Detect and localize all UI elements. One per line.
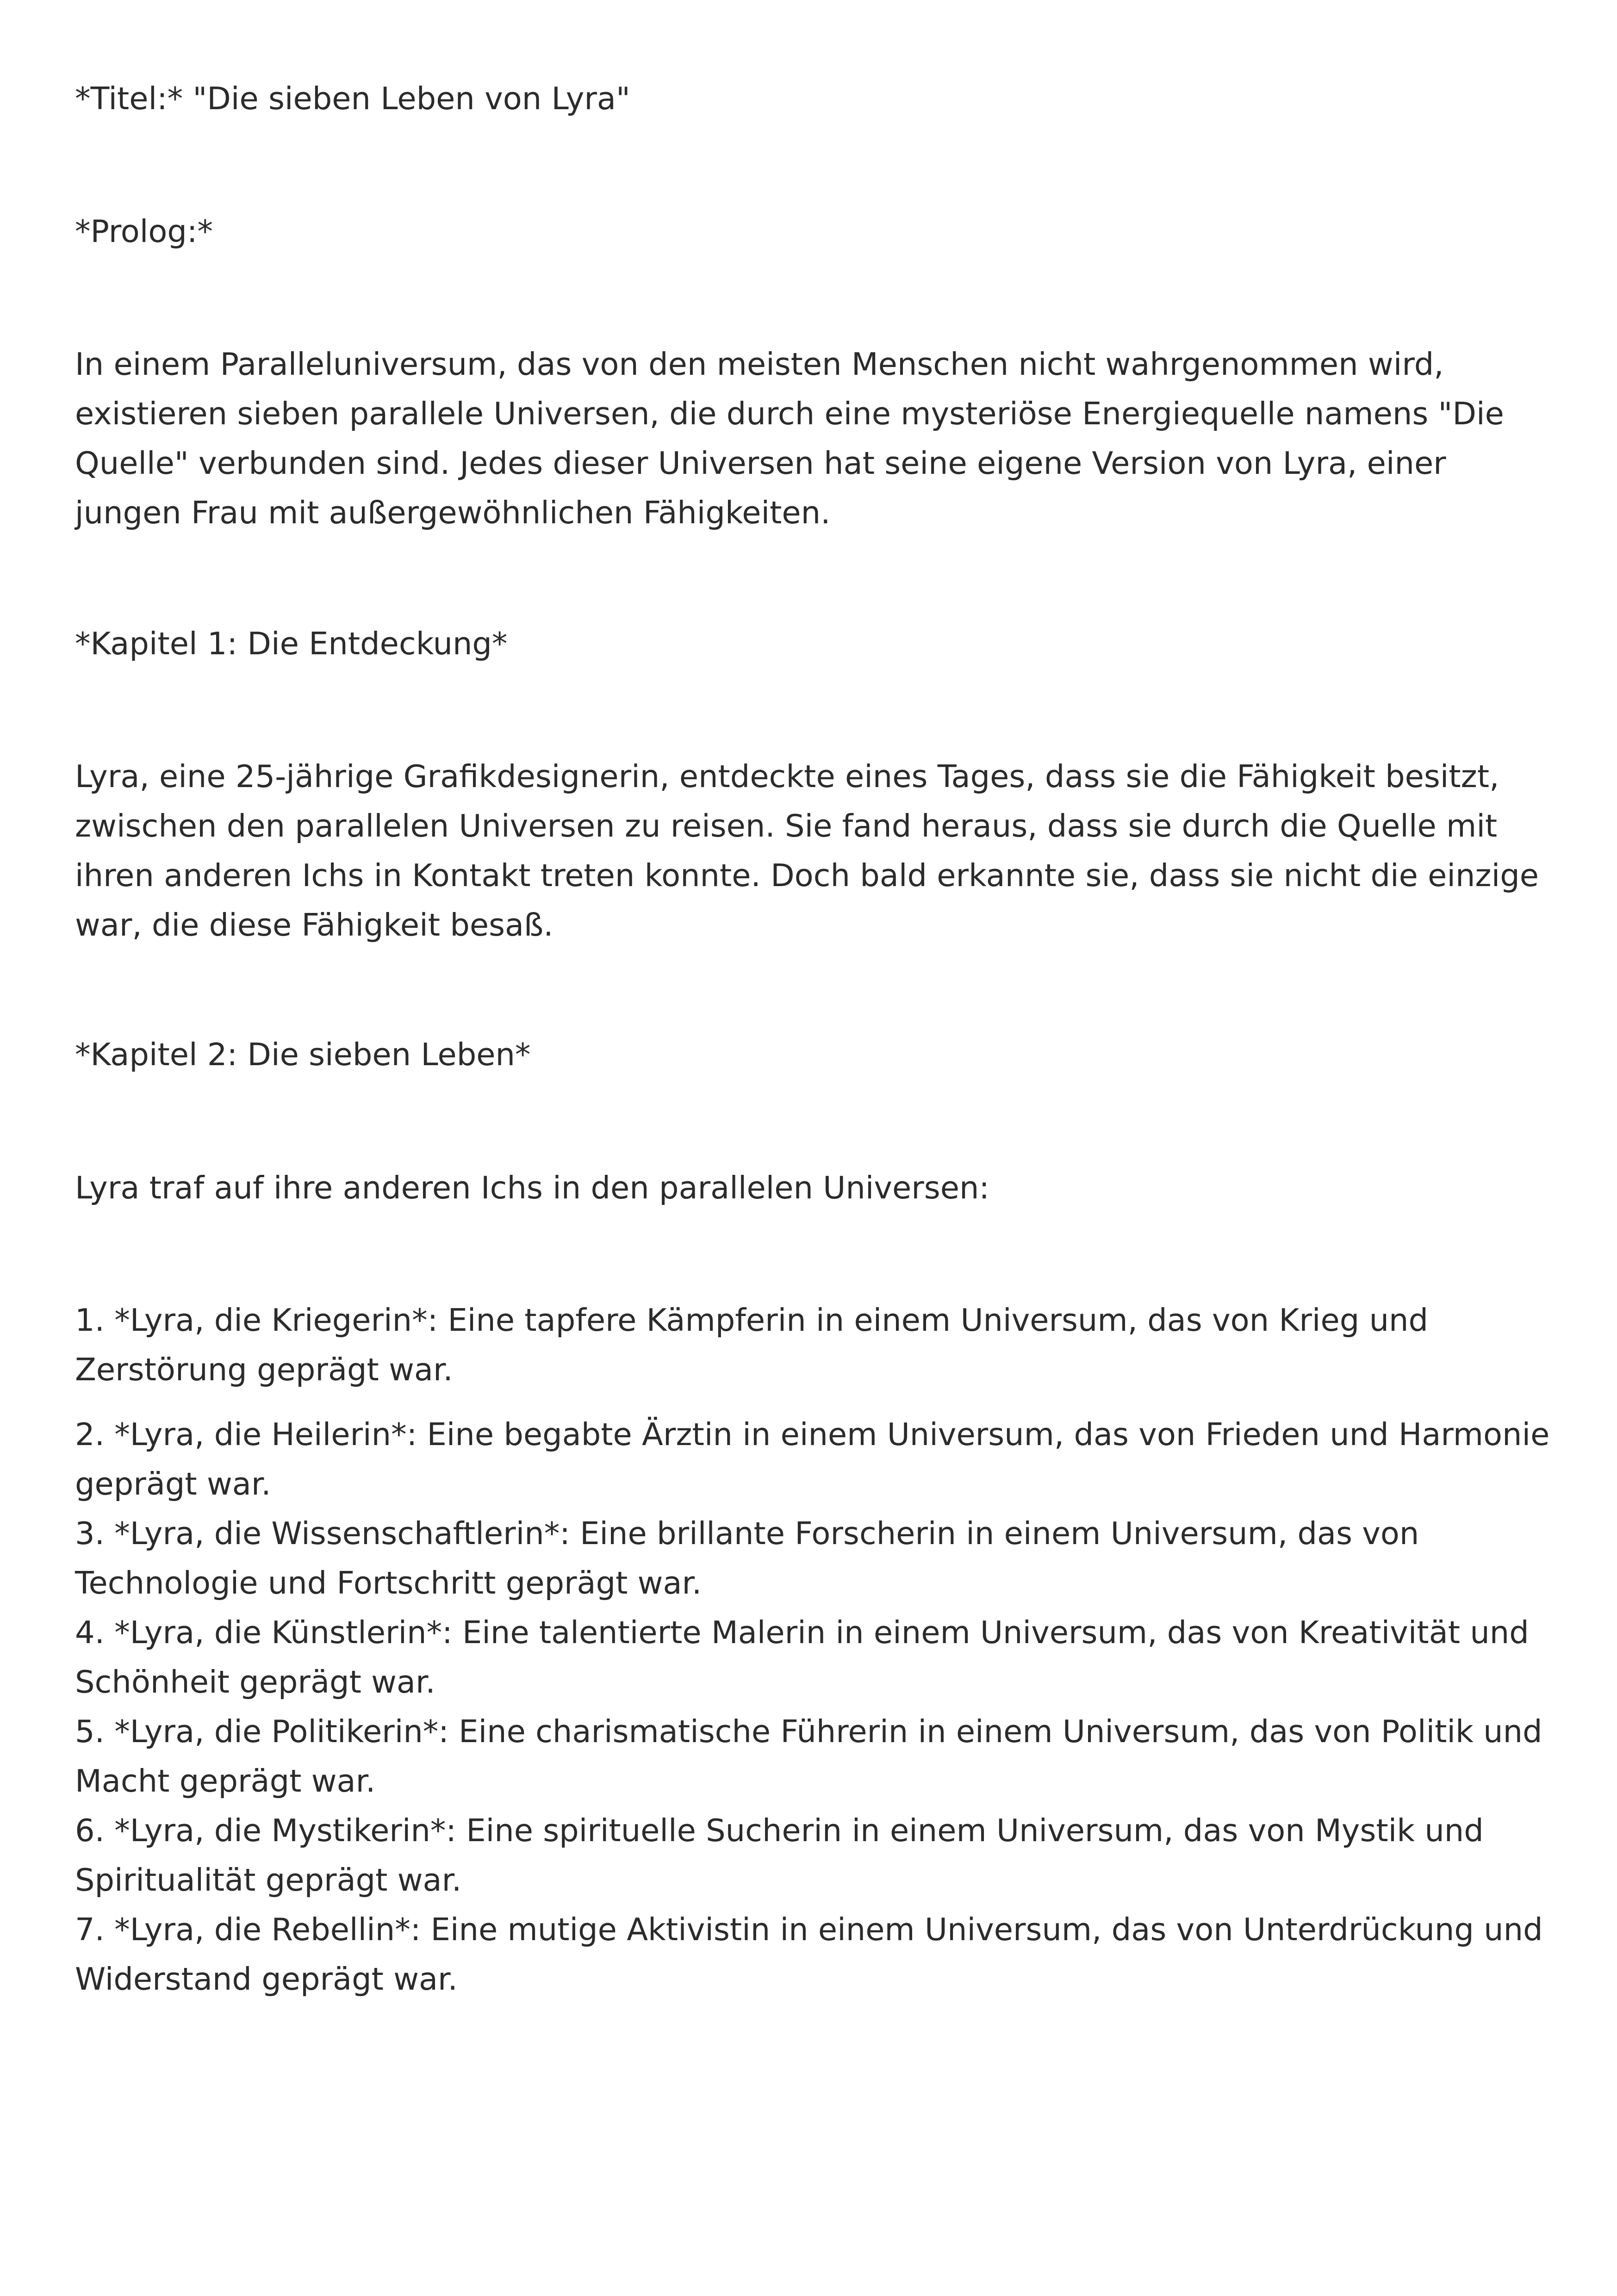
- list-item: 1. *Lyra, die Kriegerin*: Eine tapfere Kämpferin in einem Universum, das von Krieg und Zerstörung geprägt war.: [75, 1302, 1429, 1388]
- title-line: *Titel:* "Die sieben Leben von Lyra": [75, 81, 630, 117]
- list-item: 2. *Lyra, die Heilerin*: Eine begabte Ärztin in einem Universum, das von Frieden und Harmonie geprägt war.: [75, 1416, 1550, 1502]
- chapter-2-heading: *Kapitel 2: Die sieben Leben*: [75, 1036, 531, 1073]
- list-item: 4. *Lyra, die Künstlerin*: Eine talentierte Malerin in einem Universum, das von Kreativität und Schönheit geprägt war.: [75, 1614, 1529, 1700]
- list-item: 3. *Lyra, die Wissenschaftlerin*: Eine brillante Forscherin in einem Universum, das von Technologie und Fortschritt geprägt war.: [75, 1515, 1419, 1601]
- list-item: 7. *Lyra, die Rebellin*: Eine mutige Aktivistin in einem Universum, das von Unterdrückung und Widerstand geprägt war.: [75, 1911, 1543, 1997]
- chapter-1-paragraph: Lyra, eine 25-jährige Grafikdesignerin, entdeckte eines Tages, dass sie die Fähigkeit besitzt, zwischen den parallelen Universen zu reisen. Sie fand heraus, dass sie durch die Quelle mit ihren anderen Ichs in Kontakt treten konnte. Doch bald erkannte sie, dass sie nicht die einzige war, die diese Fähigkeit besaß.: [75, 758, 1539, 943]
- list-item: 5. *Lyra, die Politikerin*: Eine charismatische Führerin in einem Universum, das von Politik und Macht geprägt war.: [75, 1713, 1542, 1799]
- list-item: 6. *Lyra, die Mystikerin*: Eine spirituelle Sucherin in einem Universum, das von Mystik und Spiritualität geprägt war.: [75, 1812, 1484, 1898]
- chapter-1-heading: *Kapitel 1: Die Entdeckung*: [75, 626, 508, 662]
- prolog-paragraph: In einem Paralleluniversum, das von den meisten Menschen nicht wahrgenommen wird, existieren sieben parallele Universen, die durch eine mysteriöse Energiequelle namens "Die Quelle" verbunden sind. Jedes dieser Universen hat seine eigene Version von Lyra, einer jungen Frau mit außergewöhnlichen Fähigkeiten.: [75, 346, 1504, 531]
- prolog-heading: *Prolog:*: [75, 213, 213, 249]
- chapter-2-intro: Lyra traf auf ihre anderen Ichs in den parallelen Universen:: [75, 1170, 989, 1206]
